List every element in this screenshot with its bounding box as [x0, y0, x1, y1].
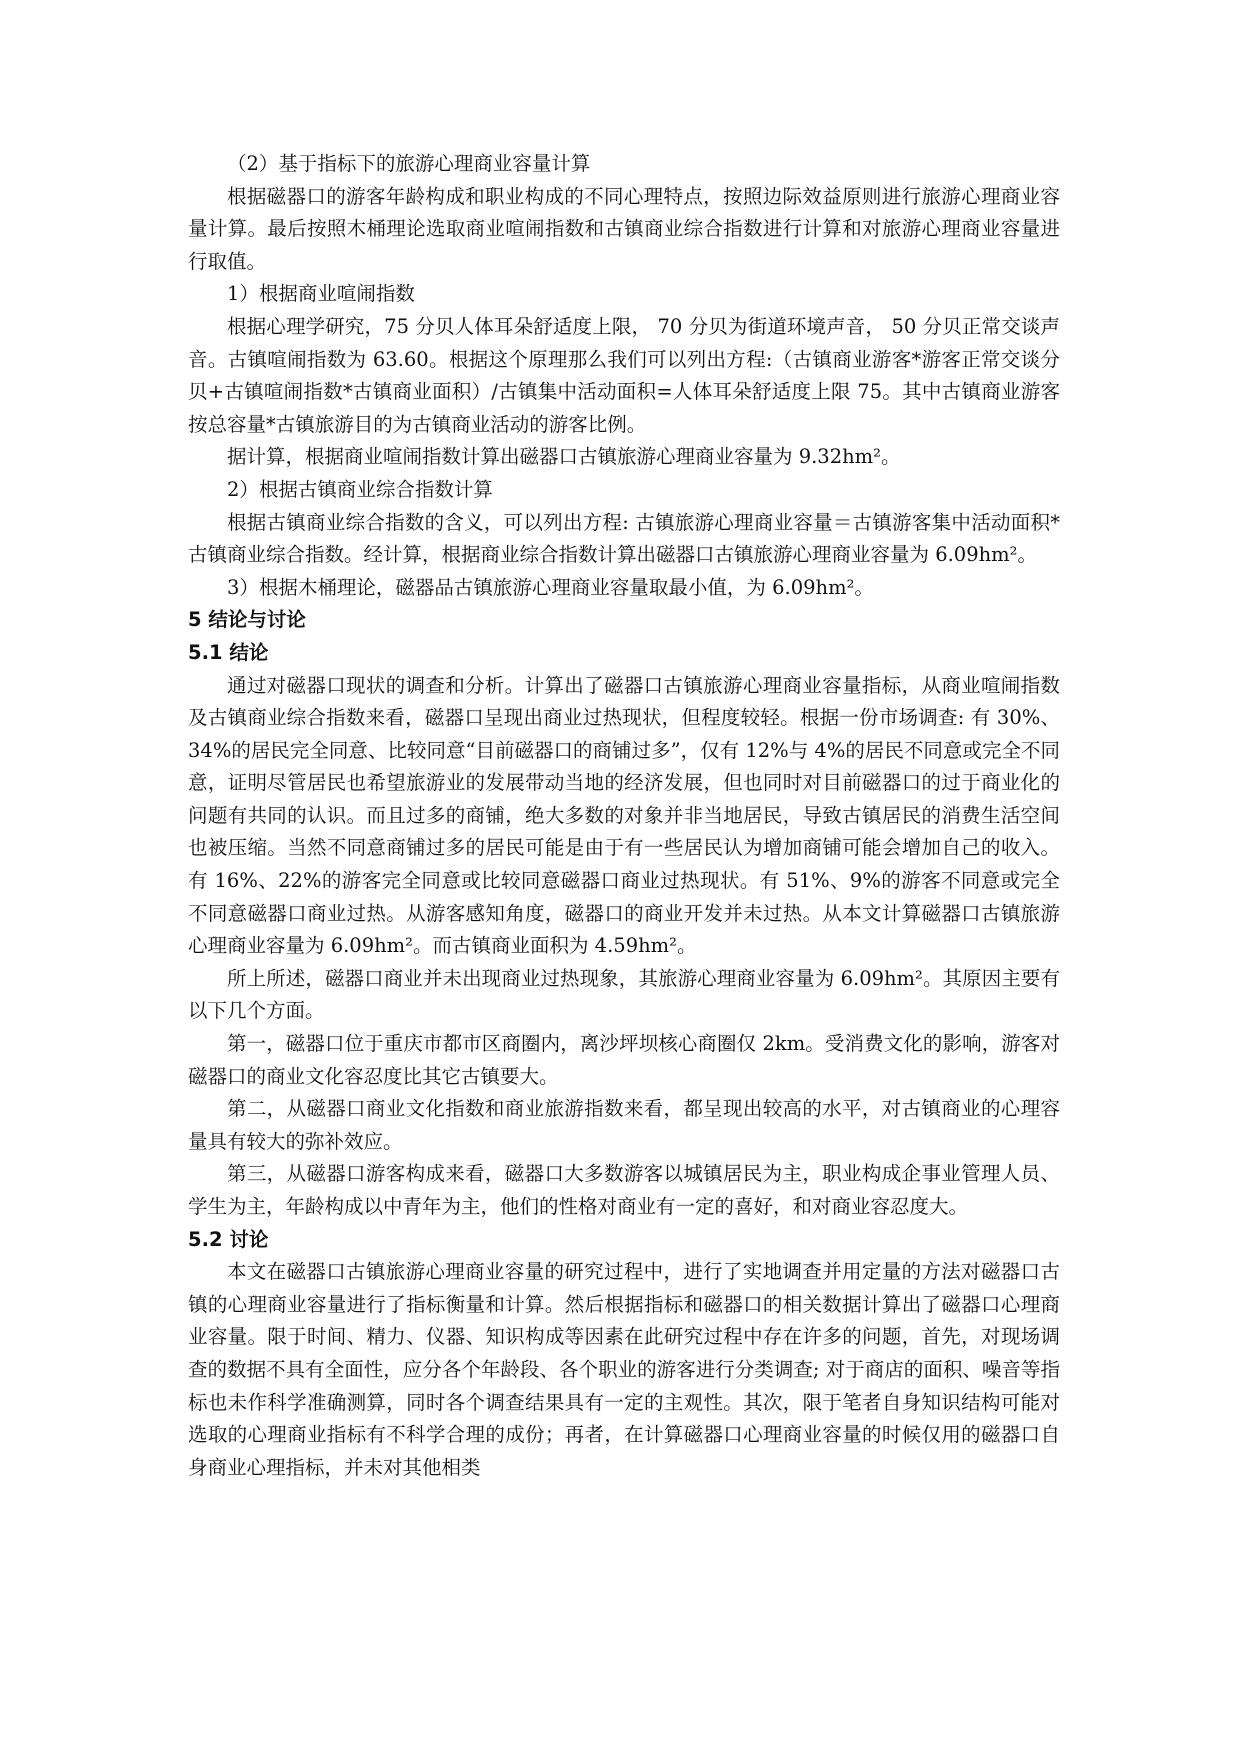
item3-paragraph: 3）根据木桶理论，磁器品古镇旅游心理商业容量取最小值，为 6.09hm²。: [227, 575, 874, 599]
subsection-title-5-1: 5.1 结论: [188, 640, 269, 664]
item1-title: 1）根据商业喧闹指数: [227, 282, 415, 306]
conclusion-paragraph-4: 第二，从磁器口商业文化指数和商业旅游指数来看，都呈现出较高的水平，对古镇商业的心理容量具有较大的弥补效应。: [188, 1097, 1060, 1153]
subsection-title-5-2: 5.2 讨论: [188, 1227, 269, 1251]
conclusion-paragraph-3: 第一，磁器口位于重庆市都市区商圈内，离沙坪坝核心商圈仅 2km。受消费文化的影响，游客对磁器口的商业文化容忍度比其它古镇要大。: [188, 1032, 1060, 1088]
conclusion-paragraph-2: 所上所述，磁器口商业并未出现商业过热现象，其旅游心理商业容量为 6.09hm²。其原因主要有以下几个方面。: [188, 966, 1060, 1023]
item1-result: 据计算，根据商业喧闹指数计算出磁器口古镇旅游心理商业容量为 9.32hm²。: [227, 445, 901, 469]
conclusion-paragraph-5: 第三，从磁器口游客构成来看，磁器口大多数游客以城镇居民为主，职业构成企事业管理人员、学生为主，年龄构成以中青年为主，他们的性格对商业有一定的喜好，和对商业容忍度大。: [188, 1162, 1060, 1218]
item1-paragraph: 根据心理学研究，75 分贝人体耳朵舒适度上限， 70 分贝为街道环境声音， 50 分贝正常交谈声音。古镇喧闹指数为 63.60。根据这个原理那么我们可以列出方程:（古镇商业游客*游客正常交谈分贝+古镇喧闹指数*古镇商业面积）/古镇集中活动面积=人体耳朵舒适度上限 75。其中古镇商业游客按总容量*古镇旅游目的为古镇商业活动的游客比例。: [188, 314, 1060, 436]
intro-paragraph: 根据磁器口的游客年龄构成和职业构成的不同心理特点，按照边际效益原则进行旅游心理商业容量计算。最后按照木桶理论选取商业喧闹指数和古镇商业综合指数进行计算和对旅游心理商业容量进行取值。: [188, 184, 1060, 273]
item2-paragraph: 根据古镇商业综合指数的含义，可以列出方程: 古镇旅游心理商业容量＝古镇游客集中活动面积*古镇商业综合指数。经计算，根据商业综合指数计算出磁器口古镇旅游心理商业容量为 6.09hm²。: [188, 510, 1060, 567]
section-heading-2: （2）基于指标下的旅游心理商业容量计算: [227, 152, 591, 175]
discussion-paragraph: 本文在磁器口古镇旅游心理商业容量的研究过程中，进行了实地调查并用定量的方法对磁器口古镇的心理商业容量进行了指标衡量和计算。然后根据指标和磁器口的相关数据计算出了磁器口心理商业容量。限于时间、精力、仪器、知识构成等因素在此研究过程中存在许多的问题，首先，对现场调查的数据不具有全面性，应分各个年龄段、各个职业的游客进行分类调查; 对于商店的面积、噪音等指标也未作科学准确测算，同时各个调查结果具有一定的主观性。其次，限于笔者自身知识结构可能对选取的心理商业指标有不科学合理的成份；再者，在计算磁器口心理商业容量的时候仅用的磁器口自身商业心理指标，并未对其他相类: [188, 1260, 1060, 1479]
item2-title: 2）根据古镇商业综合指数计算: [227, 477, 493, 501]
section-title-5: 5 结论与讨论: [188, 608, 306, 632]
conclusion-paragraph-1: 通过对磁器口现状的调查和分析。计算出了磁器口古镇旅游心理商业容量指标，从商业喧闹指数及古镇商业综合指数来看，磁器口呈现出商业过热现状，但程度较轻。根据一份市场调查: 有 30%、34%的居民完全同意、比较同意“目前磁器口的商铺过多”，仅有 12%与 4%的居民不同意或完全不同意，证明尽管居民也希望旅游业的发展带动当地的经济发展，但也同时对目前磁器口的过于商业化的问题有共同的认识。而且过多的商铺，绝大多数的对象并非当地居民，导致古镇居民的消费生活空间也被压缩。当然不同意商铺过多的居民可能是由于有一些居民认为增加商铺可能会增加自己的收入。有 16%、22%的游客完全同意或比较同意磁器口商业过热现状。有 51%、9%的游客不同意或完全不同意磁器口商业过热。从游客感知角度，磁器口的商业开发并未过热。从本文计算磁器口古镇旅游心理商业容量为 6.09hm²。而古镇商业面积为 4.59hm²。: [188, 673, 1060, 958]
document-page: [188, 148, 1060, 1484]
